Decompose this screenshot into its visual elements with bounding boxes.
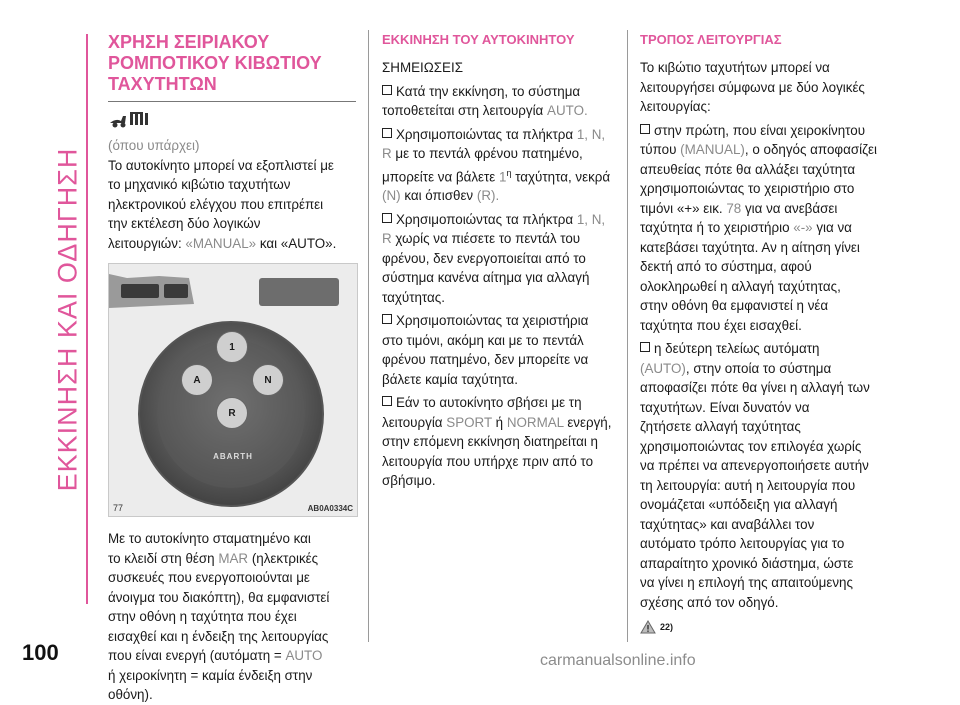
note-item-2: Χρησιμοποιώντας τα πλήκτρα 1, N, R με το πεντάλ φρένου πατημένο, μπορείτε να βάλετε $1^\eta$ ταχύτητα, νεκρά (N) και όπισθεν (R). — [382, 126, 611, 204]
column-1 — [108, 32, 356, 705]
page-number: 100 — [22, 640, 59, 665]
reverse-button: R — [216, 397, 248, 429]
watermark: carmanualsonline.info — [540, 652, 696, 669]
mode-item-auto: η δεύτερη τελείως αυτόματη (AUTO), στην οποία το σύστημα αποφασίζει πότε θα γίνει η αλλαγή των ταχυτήτων. Είναι δυνατόν να ζητήσετε αλλαγή ταχύτητας χρησιμοποιώντας τον επιλογέα χωρίς να πρέπει να απενεργοποιήσετε αυτήν τη λειτουργία: αυτή η λειτουργία που ονομάζεται «υπόδειξη για αλλαγή ταχύτητας» και αναβάλλει τον αυτόματο τρόπο λειτουργίας για το απαραίτητο χρονικό διάστημα, ώστε να γίνει η επιλογή της απαιτούμενης σχέσης από τον οδηγό. — [640, 341, 870, 610]
bullet-box-icon — [382, 213, 392, 223]
mode-item-manual: στην πρώτη, που είναι χειροκίνητου τύπου (MANUAL), ο οδηγός αποφασίζει απευθείας πότε θα αλλάξει ταχύτητα χρησιμοποιώντας το χειριστήριο στο τιμόνι «+» εικ. 78 για να ανεβάσει ταχύτητα ή το χειριστήριο «-» για να κατεβάσει ταχύτητα. Αν η αίτηση γίνει δεκτή από το σύστημα, αφού ολοκληρωθεί η αλλαγή ταχύτητας, στην οθόνη θα εμφανιστεί η νέα ταχύτητα που έχει εισαχθεί. — [640, 122, 877, 333]
auto-manual-button: A — [181, 364, 213, 396]
bullet-box-icon — [640, 342, 650, 352]
gear-selector-figure — [108, 263, 358, 517]
warning-reference: 22) — [640, 620, 902, 634]
note-item-3: Χρησιμοποιώντας τα πλήκτρα 1, N, R χωρίς να πιέσετε το πεντάλ του φρένου, δεν ενεργοποιείται από το σύστημα κανένα αίτημα για αλλαγή ταχύτητας. — [382, 211, 606, 305]
bullet-box-icon — [382, 128, 392, 138]
gear-selector-illustration — [109, 264, 357, 516]
note-item-1: Κατά την εκκίνηση, το σύστημα τοποθετείται στη λειτουργία AUTO. — [382, 83, 588, 118]
neutral-button: N — [252, 364, 284, 396]
bullet-box-icon — [382, 314, 392, 324]
column-divider-1 — [368, 30, 369, 642]
heading-rule — [108, 101, 356, 102]
brand-badge: ABARTH — [213, 452, 253, 461]
column-2 — [382, 32, 622, 491]
bullet-box-icon — [640, 124, 650, 134]
chapter-tab — [48, 34, 88, 604]
note-item-4: Χρησιμοποιώντας τα χειριστήρια στο τιμόνι, ακόμη και με το πεντάλ φρένου πατημένο, δεν μπορείτε να βάλετε καμία ταχύτητα. — [382, 313, 589, 387]
note-item-5: Εάν το αυτοκίνητο σβήσει με τη λειτουργία SPORT ή NORMAL ενεργή, στην επόμενη εκκίνηση διατηρείται η λειτουργία που υπήρχε πριν από το σβήσιμο. — [382, 395, 612, 489]
notes-label: ΣΗΜΕΙΩΣΕΙΣ — [382, 60, 463, 75]
availability-note: (όπου υπάρχει) — [108, 138, 200, 153]
section-heading-starting-car: ΕΚΚΙΝΗΣΗ ΤΟΥ ΑΥΤΟΚΙΝΗΤΟΥ — [382, 32, 575, 47]
warning-triangle-icon — [640, 620, 656, 634]
optional-equipment-icon — [108, 108, 356, 136]
bullet-box-icon — [382, 396, 392, 406]
figure-number: 77 — [113, 503, 124, 513]
figure-code: AB0A0334C — [307, 504, 353, 513]
display-paragraph: Με το αυτοκίνητο σταματημένο και το κλειδί στη θέση MAR (ηλεκτρικές συσκευές που ενεργοποιούνται με άνοιγμα του διακόπτη), θα εμφανιστεί στην οθόνη η ταχύτητα που έχει εισαχθεί και η ένδειξη της λειτουργίας που είναι ενεργή (αυτόματη = AUTO ή χειροκίνητη = καμία ένδειξη στην οθόνη). — [108, 531, 330, 702]
mode-intro-paragraph: Το κιβώτιο ταχυτήτων μπορεί να λειτουργήσει σύμφωνα με δύο λογικές λειτουργίας: — [640, 60, 865, 114]
chapter-title: ΕΚΚΙΝΗΣΗ ΚΑΙ ΟΔΗΓΗΣΗ — [52, 147, 83, 491]
column-3 — [640, 32, 902, 634]
column-divider-2 — [627, 30, 628, 642]
intro-paragraph: Το αυτοκίνητο μπορεί να εξοπλιστεί με το μηχανικό κιβώτιο ταχυτήτων ηλεκτρονικού ελέγχου που επιτρέπει την εκτέλεση δύο λογικών λειτουργιών: «MANUAL» και «AUTO». — [108, 157, 337, 251]
section-heading-robotized-gearbox: ΧΡΗΣΗ ΣΕΙΡΙΑΚΟΥ ΡΟΜΠΟΤΙΚΟΥ ΚΙΒΩΤΙΟΥ ΤΑΧΥΤΗΤΩΝ — [108, 32, 322, 94]
gear-1-button: 1 — [216, 331, 248, 363]
chapter-rule — [86, 34, 88, 604]
section-heading-operating-mode: ΤΡΟΠΟΣ ΛΕΙΤΟΥΡΓΙΑΣ — [640, 32, 782, 47]
bullet-box-icon — [382, 85, 392, 95]
